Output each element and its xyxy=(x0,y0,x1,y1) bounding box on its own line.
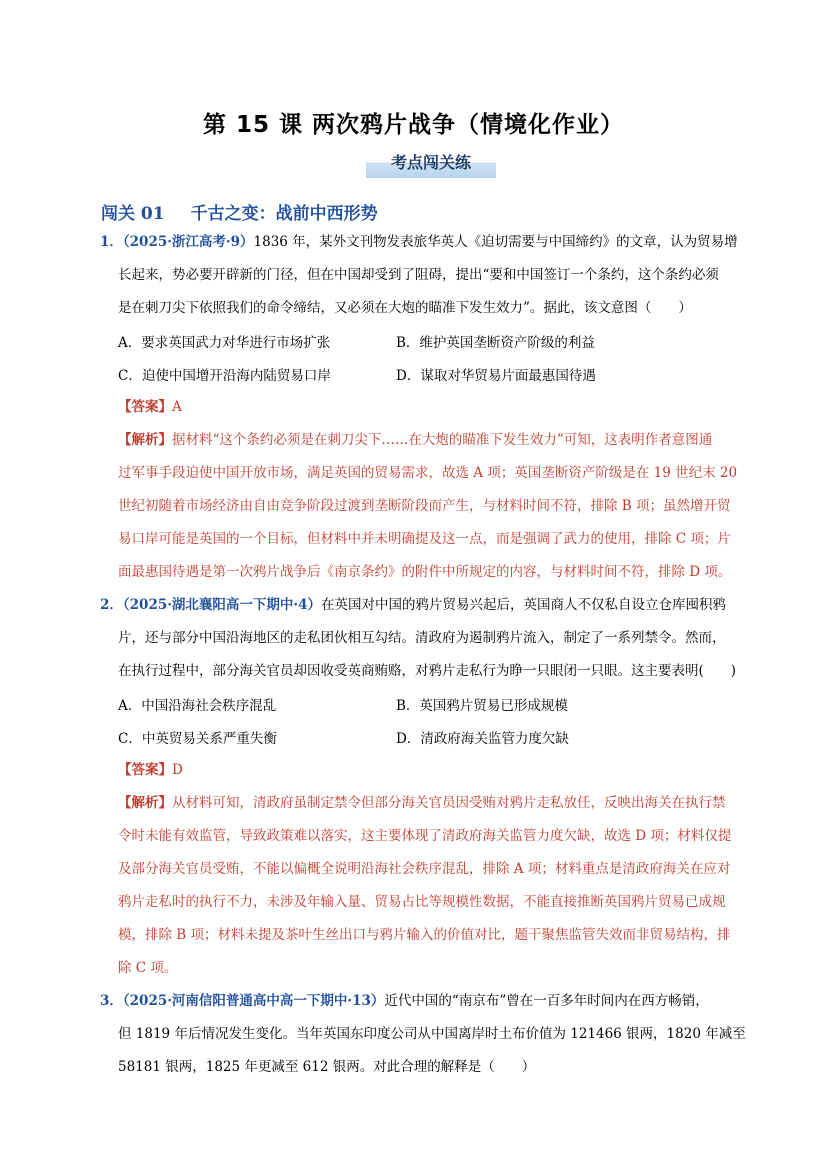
q2-source: （2025·湖北襄阳高一下期中·4） xyxy=(122,597,322,613)
q2-analysis-label: 【解析】 xyxy=(118,795,172,811)
q2-answer xyxy=(118,760,183,780)
q1-line-3: 是在刺刀尖下依照我们的命令缔结，又必须在大炮的瞄准下发生效力”。据此，该文意图（ ） xyxy=(118,300,692,316)
q2-option-a[interactable]: A．中国沿海社会秩序混乱 xyxy=(118,698,277,714)
q1-option-c[interactable]: C．迫使中国增开沿海内陆贸易口岸 xyxy=(118,368,331,384)
q1-answer xyxy=(118,397,182,417)
q2-option-c[interactable]: C．中英贸易关系严重失衡 xyxy=(118,731,277,747)
q1-analysis-5: 面最惠国待遇是第一次鸦片战争后《南京条约》的附件中所规定的内容，与材料时间不符，排除 D 项。 xyxy=(118,564,732,580)
q2-analysis-4: 鸦片走私时的执行不力，未涉及年输入量、贸易占比等规模性数据，不能直接推断英国鸦片贸易已成规 xyxy=(118,894,726,910)
q2-analysis-6: 除 C 项。 xyxy=(118,960,178,976)
q2-option-b[interactable]: B．英国鸦片贸易已形成规模 xyxy=(396,698,568,714)
q1-analysis-1 xyxy=(118,430,712,450)
q1-analysis-2: 过军事手段迫使中国开放市场，满足英国的贸易需求，故选 A 项；英国垄断资产阶级是在 19 世纪末 20 xyxy=(118,465,738,481)
q2-option-d[interactable]: D．清政府海关监管力度欠缺 xyxy=(396,731,569,747)
section-topic: 千古之变：战前中西形势 xyxy=(190,204,378,224)
q2-answer-label: 【答案】 xyxy=(118,762,172,778)
q2-line-3: 在执行过程中，部分海关官员却因收受英商贿赂，对鸦片走私行为睁一只眼闭一只眼。这主要表明( ) xyxy=(118,663,737,679)
q1-option-a[interactable]: A．要求英国武力对华进行市场扩张 xyxy=(118,335,331,351)
q3-source: （2025·河南信阳普通高中高一下期中·13） xyxy=(122,993,385,1009)
q3-line-1 xyxy=(100,991,709,1011)
q1-option-d[interactable]: D．谋取对华贸易片面最惠国待遇 xyxy=(396,368,596,384)
q2-analysis-text-1: 从材料可知，清政府虽制定禁令但部分海关官员因受贿对鸦片走私放任，反映出海关在执行禁 xyxy=(172,795,726,811)
q2-line-2: 片，还与部分中国沿海地区的走私团伙相互勾结。清政府为遏制鸦片流入，制定了一系列禁令。然而， xyxy=(118,630,726,646)
q1-analysis-text-1: 据材料“这个条约必须是在刺刀尖下……在大炮的瞄准下发生效力”可知，这表明作者意图通 xyxy=(172,432,713,448)
q3-line-2: 但 1819 年后情况发生变化。当年英国东印度公司从中国离岸时土布价值为 121466 银两，1820 年减至 xyxy=(118,1026,746,1042)
q1-analysis-3: 世纪初随着市场经济由自由竞争阶段过渡到垄断阶段而产生，与材料时间不符，排除 B 项；虽然增开贸 xyxy=(118,498,731,514)
section-heading xyxy=(101,199,378,224)
q1-line-2: 长起来，势必要开辟新的门径，但在中国却受到了阻碍，提出“要和中国签订一个条约，这个条约必须 xyxy=(118,267,719,283)
q2-analysis-5: 模，排除 B 项；材料未提及茶叶生丝出口与鸦片输入的价值对比，题干聚焦监管失效而非贸易结构，排 xyxy=(118,927,731,943)
q2-analysis-2: 令时未能有效监管，导致政策难以落实，这主要体现了清政府海关监管力度欠缺，故选 D 项；材料仅提 xyxy=(118,828,732,844)
q2-answer-value: D xyxy=(172,762,183,778)
q2-number: 2． xyxy=(100,597,123,613)
badge-label: 考点闯关练 xyxy=(390,153,471,172)
q1-line-1 xyxy=(100,232,738,252)
q1-text-1: 1836 年，某外文刊物发表旅华英人《迫切需要与中国缔约》的文章，认为贸易增 xyxy=(253,234,738,250)
q1-analysis-4: 易口岸可能是英国的一个目标，但材料中并未明确提及这一点，而是强调了武力的使用，排除 C 项；片 xyxy=(118,531,731,547)
q2-analysis-3: 及部分海关官员受贿，不能以偏概全说明沿海社会秩序混乱，排除 A 项；材料重点是清政府海关在应对 xyxy=(118,861,731,877)
q1-answer-label: 【答案】 xyxy=(118,399,172,415)
q3-line-3: 58181 银两，1825 年更减至 612 银两。对此合理的解释是（ ） xyxy=(118,1059,536,1075)
q3-number: 3． xyxy=(100,993,123,1009)
section-label: 闯关 01 xyxy=(101,204,165,224)
q2-text-1: 在英国对中国的鸦片贸易兴起后，英国商人不仅私自设立仓库囤积鸦 xyxy=(321,597,727,613)
q2-line-1 xyxy=(100,595,726,615)
q1-option-b[interactable]: B．维护英国垄断资产阶级的利益 xyxy=(396,335,595,351)
q1-number: 1． xyxy=(100,234,123,250)
section-badge xyxy=(366,150,496,178)
q1-answer-value: A xyxy=(172,399,182,415)
q3-text-1: 近代中国的“南京布”曾在一百多年时间内在西方畅销， xyxy=(384,993,709,1009)
q1-analysis-label: 【解析】 xyxy=(118,432,172,448)
q2-analysis-1 xyxy=(118,793,726,813)
page-title: 第 15 课 两次鸦片战争（情境化作业） xyxy=(202,112,625,138)
q1-source: （2025·浙江高考·9） xyxy=(122,234,254,250)
